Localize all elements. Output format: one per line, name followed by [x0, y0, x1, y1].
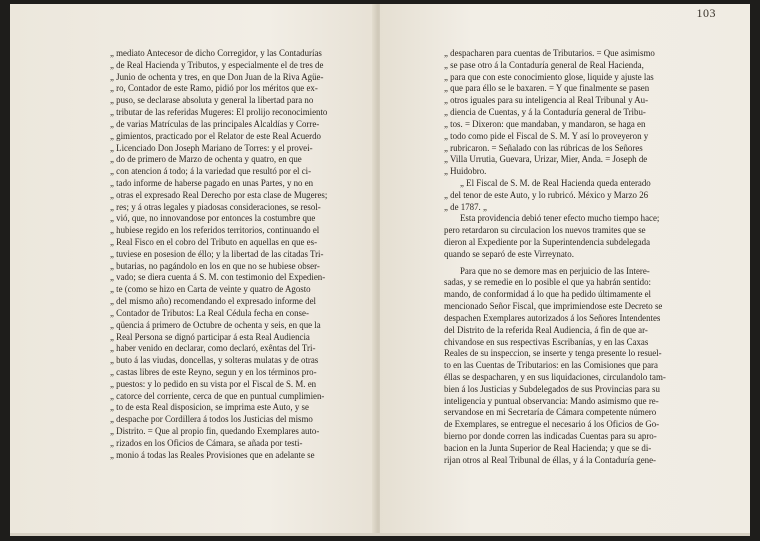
text-line: bierno por donde corren las indicadas Cuentas para su apro-: [444, 431, 657, 441]
text-line: „ tado informe de haberse pagado en unas Partes, y no en: [110, 177, 314, 188]
text-line: pero retardaron su circulacion los nuevos tramites que se: [444, 225, 646, 236]
text-line: „ que para éllo se le baxaren. = Y que finalmente se pasen: [444, 83, 650, 94]
text-line: „ castas libres de este Reyno, segun y en los términos pro-: [110, 366, 317, 377]
text-line: Reales de su inspeccion, se inserte y tenga presente lo resuel-: [444, 348, 662, 359]
text-line: „ haber venido en declarar, como declaró, exêntas del Tri-: [110, 343, 316, 354]
text-line: to en las Cuentas de Tributarios: en las Comisiones que para: [444, 360, 658, 371]
right-page-text: [444, 48, 740, 466]
text-line: „ despacharen para cuentas de Tributarios. = Que asimismo: [444, 48, 655, 58]
text-line: inteligencia y puntual observancia: Mando asimismo que re-: [444, 395, 659, 406]
text-line: „ vió, que, no innovandose por entonces la costumbre que: [110, 213, 316, 224]
scan-bottom-edge: [10, 533, 750, 536]
text-line: „ otras el expresado Real Derecho por esta clase de Mugeres;: [110, 189, 328, 200]
text-line: „ gimientos, practicado por el Relator de este Real Acuerdo: [110, 130, 321, 141]
text-line: „ rubricaron. = Señalado con las rúbricas de los Señores: [444, 142, 643, 153]
text-line: „ catorce del corriente, cerca de que en puntual cumplimien-: [110, 390, 325, 401]
text-line: quando se separó de este Virreynato.: [444, 248, 574, 259]
text-line: sadas, y se remedie en lo posible el que ya habrán sentido:: [444, 277, 652, 288]
text-line: „ rizados en los Oficios de Cámara, se añada por testi-: [110, 437, 303, 448]
text-line: dieron al Expediente por la Superintendencia subdelegada: [444, 237, 651, 247]
text-line: „ se pase otro á la Contaduría general de Real Hacienda,: [444, 59, 644, 70]
text-line: „ vado; se diera cuenta á S. M. con testimonio del Expedien-: [110, 272, 326, 283]
text-line: Para que no se demore mas en perjuicio de las Intere-: [460, 265, 650, 276]
text-line: „ Junio de ochenta y tres, en que Don Juan de la Riva Agüe-: [110, 71, 324, 82]
text-line: „ buto á las viudas, doncellas, y solteras mulatas y de otras: [110, 355, 319, 366]
text-line: „ qüencia á primero de Octubre de ochenta y seis, en que la: [110, 319, 321, 330]
text-line: „ mediato Antecesor de dicho Corregidor, y las Contadurías: [110, 48, 322, 58]
text-line: bacion en la Junta Superior de Real Hacienda; y que se di-: [444, 442, 652, 453]
text-line: „ Villa Urrutia, Guevara, Urizar, Mier, Anda. = Joseph de: [444, 154, 648, 165]
text-line: „ otros iguales para su inteligencia al Real Tribunal y Au-: [444, 95, 649, 106]
text-line: „ tuviese en posesion de éllo; y la libertad de las citadas Tri-: [110, 248, 324, 259]
text-line: „ Licenciado Don Joseph Mariano de Torres: y el provei-: [110, 142, 313, 153]
text-line: „ con atencion á todo; á la variedad que resultó por el ci-: [110, 166, 312, 177]
text-line: „ puso, se declarase absoluta y general la libertad para no: [110, 95, 314, 106]
text-line: de Exemplares, se entregue el necesario á los Oficios de Go-: [444, 419, 660, 430]
text-line: mando, de conformidad á lo que ha pedido últimamente el: [444, 289, 652, 300]
text-line: „ te (como se hizo en Carta de veinte y quatro de Agosto: [110, 284, 311, 295]
text-line: despachen Exemplares autorizados á los Señores Intendentes: [444, 312, 661, 323]
text-line: chivandose en sus respectivas Escribanías, y en las Caxas: [444, 336, 649, 347]
text-line: „ diencia de Cuentas, y á la Contaduría general de Tribu-: [444, 107, 646, 118]
text-line: „ monio á todas las Reales Provisiones que en adelante se: [110, 449, 315, 460]
left-page: [10, 4, 376, 536]
page-number: 103: [696, 6, 716, 20]
text-line: „ butarias, no pagándolo en los en que no se hubiese obser-: [110, 260, 320, 271]
text-line: Esta providencia debió tener efecto mucho tiempo hace;: [460, 213, 660, 224]
text-line: éllas se despacharen, y en sus liquidaciones, circulandolo tam-: [444, 371, 666, 382]
text-line: „ tos. = Dixeron: que mandaban, y mandaron, se haga en: [444, 118, 646, 129]
text-line: „ El Fiscal de S. M. de Real Hacienda queda enterado: [460, 177, 651, 188]
text-line: „ del tenor de este Auto, y lo rubricó. México y Marzo 26: [444, 189, 649, 200]
text-line: bien á los Justicias y Subdelegados de sus Provincias para su: [444, 383, 660, 394]
text-line: del Distrito de la referida Real Audiencia, á fin de que ar-: [444, 324, 648, 335]
text-line: „ despache por Cordillera á todos los Justicias del mismo: [110, 414, 313, 425]
text-line: „ de Real Hacienda y Tributos, y especialmente el de tres de: [110, 59, 324, 70]
text-line: „ de 1787. „: [444, 201, 487, 212]
text-line: „ res; y á otras legales y piadosas consideraciones, se resol-: [110, 201, 321, 212]
text-line: „ hubiese regido en los referidos territorios, continuando el: [110, 225, 320, 236]
text-line: „ ro, Contador de este Ramo, pidió por los méritos que ex-: [110, 83, 318, 94]
text-line: „ para que con este conocimiento glose, liquide y ajuste las: [444, 71, 654, 82]
text-line: „ del mismo año) recomendando el expresado informe del: [110, 296, 317, 307]
text-line: servandose en mi Secretaría de Cámara competente número: [444, 407, 657, 418]
document-spread: [10, 4, 750, 536]
left-page-text: [110, 48, 372, 461]
text-line: „ do de primero de Marzo de ochenta y quatro, en que: [110, 154, 302, 165]
text-line: rijan otros al Real Tribunal de éllas, y á la Contaduría gene-: [444, 454, 656, 465]
text-line: „ puestos: y lo pedido en su vista por el Fiscal de S. M. en: [110, 378, 317, 389]
right-page: [380, 4, 750, 536]
text-line: „ to de esta Real disposicion, se imprima este Auto, y se: [110, 402, 309, 413]
text-line: „ todo como pide el Fiscal de S. M. Y así lo proveyeron y: [444, 130, 649, 141]
text-line: „ Contador de Tributos: La Real Cédula fecha en conse-: [110, 307, 309, 318]
text-line: „ Real Persona se dignó participar á esta Real Audiencia: [110, 331, 310, 342]
text-line: „ de varias Matrículas de las principales Alcaldías y Corre-: [110, 118, 320, 129]
text-line: „ Real Fisco en el cobro del Tributo en aquellas en que es-: [110, 237, 318, 247]
text-line: „ tributar de las referidas Mugeres: El prolijo reconocimiento: [110, 107, 328, 118]
text-line: mencionado Señor Fiscal, que imprimiendose este Decreto se: [444, 301, 663, 312]
text-line: „ Distrito. = Que al propio fin, quedando Exemplares auto-: [110, 426, 320, 436]
text-line: „ Huidobro.: [444, 166, 487, 177]
